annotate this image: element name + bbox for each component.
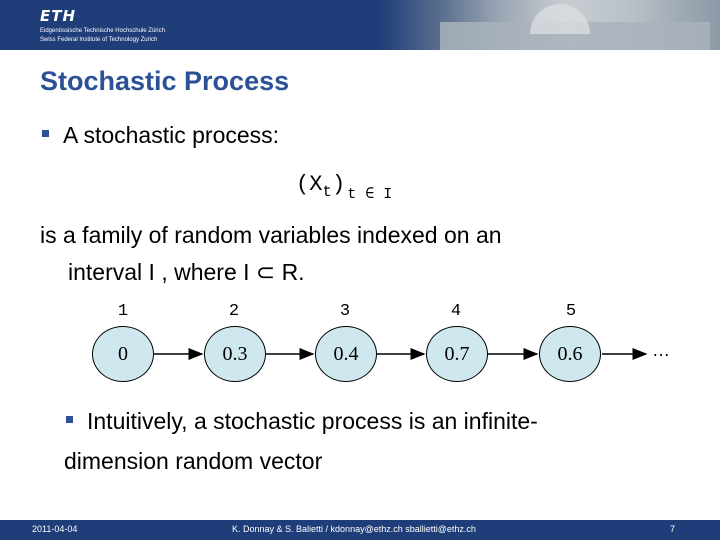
slide-title: Stochastic Process: [40, 66, 290, 96]
definition-line-1: is a family of random variables indexed on an: [40, 222, 502, 248]
bullet-intuition: [66, 408, 538, 435]
institution-name-en: Swiss Federal Institute of Technology Zurich: [40, 37, 158, 43]
institution-name-de: Eidgenössische Technische Hochschule Zürich: [40, 28, 165, 34]
bullet-text: Intuitively, a stochastic process is an infinite-: [87, 408, 538, 434]
index-label: 1: [117, 302, 129, 321]
index-label: 4: [450, 302, 462, 321]
formula-index: t ∈ I: [347, 186, 393, 203]
index-label: 5: [565, 302, 577, 321]
formula-close: ): [332, 172, 346, 197]
bullet-intuition-line-2: dimension random vector: [64, 448, 323, 474]
ellipsis: …: [652, 340, 670, 360]
index-label: 3: [339, 302, 351, 321]
bullet-square-icon: [66, 416, 73, 423]
formula-open: (X: [296, 172, 323, 197]
definition-line-2: interval I , where I ⊂ R.: [68, 259, 305, 285]
value-node: 0: [92, 326, 154, 382]
footer-date: 2011-04-04: [32, 524, 78, 534]
value-node: 0.4: [315, 326, 377, 382]
value-node: 0.7: [426, 326, 488, 382]
eth-logo: ETH: [40, 7, 77, 25]
bullet-text: A stochastic process:: [63, 122, 280, 148]
page-number: 7: [670, 524, 676, 534]
index-label: 2: [228, 302, 240, 321]
formula-subscript: t: [322, 183, 333, 201]
footer-authors: K. Donnay & S. Balietti / kdonnay@ethz.ch sballietti@ethz.ch: [232, 524, 476, 534]
value-node: 0.3: [204, 326, 266, 382]
value-node: 0.6: [539, 326, 601, 382]
